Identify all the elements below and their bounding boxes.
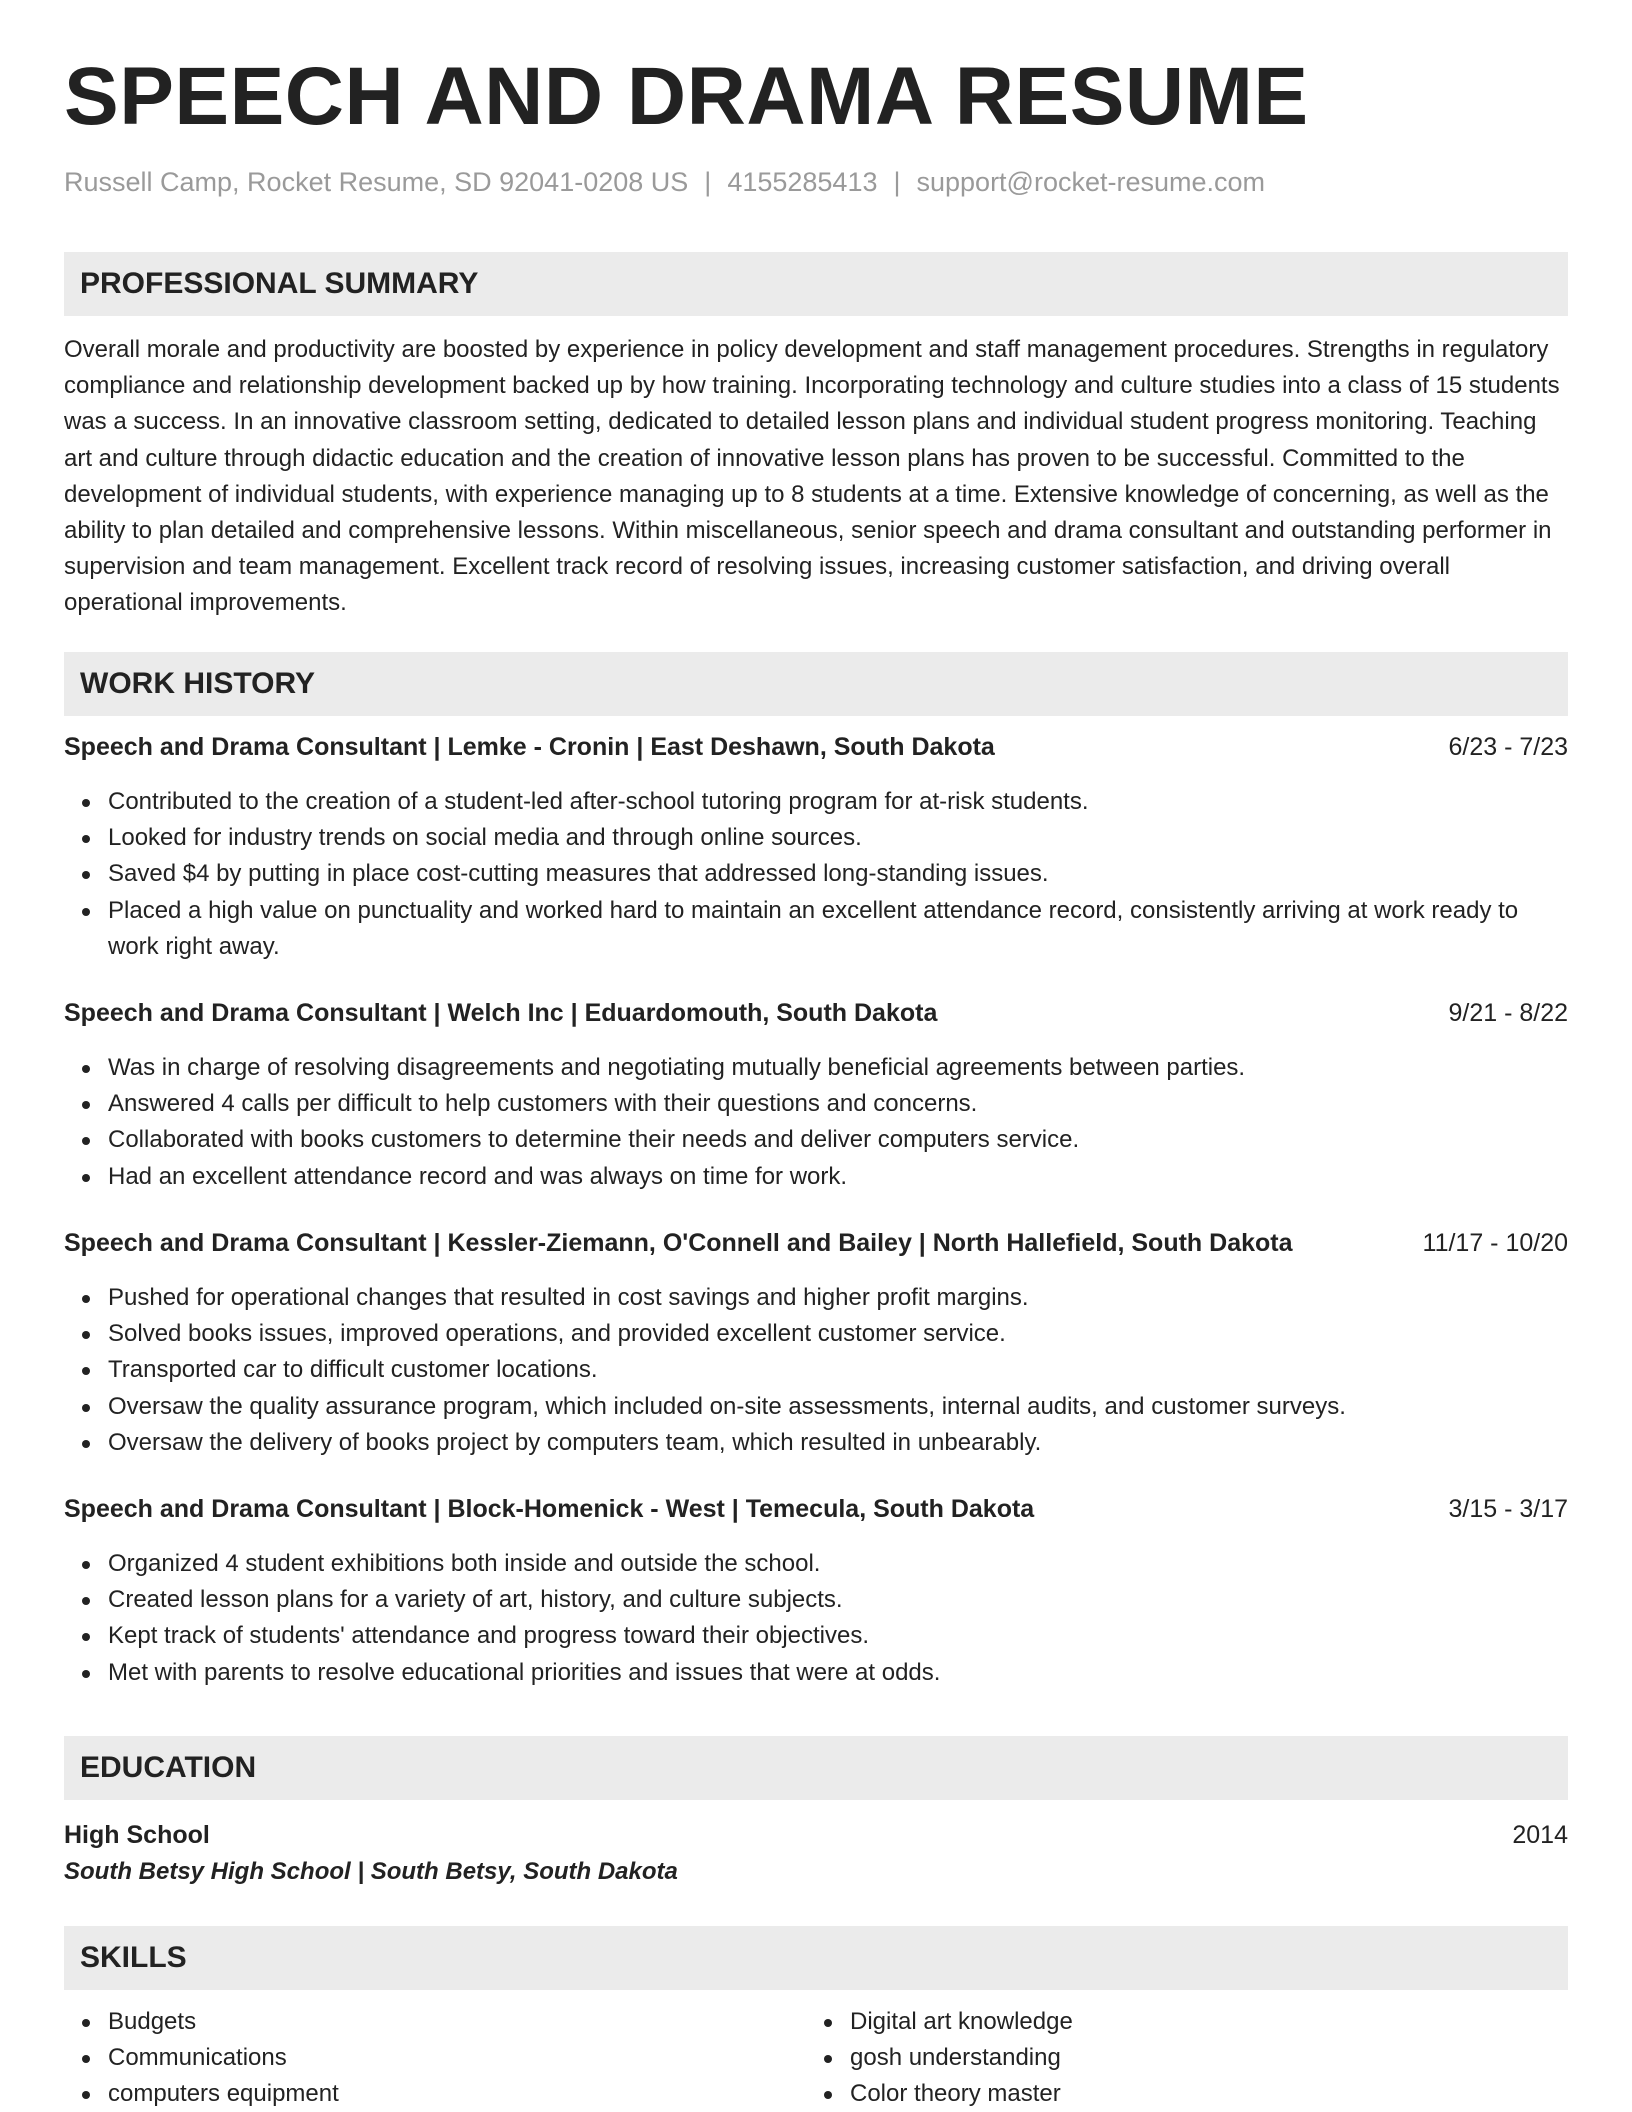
job-bullets (64, 1050, 1568, 1195)
section-header-work-history: WORK HISTORY (64, 652, 1568, 716)
list-item: Solved books issues, improved operations, and provided excellent customer service. (64, 1316, 1568, 1352)
contact-phone: 4155285413 (727, 167, 878, 197)
skills-list-right (806, 2004, 1632, 2112)
job-title: Speech and Drama Consultant | Kessler-Ziemann, O'Connell and Bailey | North Hallefield, South Dakota (64, 1229, 1293, 1257)
list-item: Looked for industry trends on social media and through online sources. (64, 820, 1568, 856)
contact-separator: | (893, 167, 901, 197)
skill-item: Budgets (64, 2004, 1568, 2040)
resume-title: SPEECH AND DRAMA RESUME (64, 51, 1309, 142)
section-header-summary: PROFESSIONAL SUMMARY (64, 252, 1568, 316)
job-title: Speech and Drama Consultant | Welch Inc | Eduardomouth, South Dakota (64, 999, 938, 1027)
list-item: Oversaw the delivery of books project by computers team, which resulted in unbearably. (64, 1425, 1568, 1461)
summary-text: Overall morale and productivity are boosted by experience in policy development and staff management procedures. Strengths in regulatory compliance and relationship development backed up by how training. Incorporating technology and culture studies into a class of 15 students was a success. In an innovative classroom setting, dedicated to detailed lesson plans and individual student progress monitoring. Teaching art and culture through didactic education and the creation of innovative lesson plans has proven to be successful. Committed to the development of individual students, with experience managing up to 8 students at a time. Extensive knowledge of concerning, as well as the ability to plan detailed and comprehensive lessons. Within miscellaneous, senior speech and drama consultant and outstanding performer in supervision and team management. Excellent track record of resolving issues, increasing customer satisfaction, and driving overall operational improvements. (64, 336, 1560, 617)
list-item: Created lesson plans for a variety of art, history, and culture subjects. (64, 1582, 1568, 1618)
list-item: Was in charge of resolving disagreements and negotiating mutually beneficial agreements between parties. (64, 1050, 1568, 1086)
skill-item: gosh understanding (806, 2040, 1632, 2076)
list-item: Met with parents to resolve educational priorities and issues that were at odds. (64, 1655, 1568, 1691)
job-dates: 11/17 - 10/20 (1422, 1229, 1568, 1257)
job-bullets (64, 1546, 1568, 1691)
education-school: South Betsy High School | South Betsy, South Dakota (64, 1858, 678, 1885)
job-dates: 9/21 - 8/22 (1448, 999, 1568, 1027)
job-bullets (64, 1280, 1568, 1461)
list-item: Saved $4 by putting in place cost-cutting measures that addressed long-standing issues. (64, 856, 1568, 892)
job-bullets (64, 784, 1568, 965)
education-year: 2014 (1512, 1821, 1568, 1849)
contact-separator: | (704, 167, 712, 197)
section-header-education: EDUCATION (64, 1736, 1568, 1800)
job-dates: 3/15 - 3/17 (1448, 1495, 1568, 1523)
list-item: Answered 4 calls per difficult to help customers with their questions and concerns. (64, 1086, 1568, 1122)
skill-item: Color theory master (806, 2076, 1632, 2112)
skill-item: Communications (64, 2040, 1568, 2076)
contact-email: support@rocket-resume.com (916, 167, 1266, 197)
section-header-skills: SKILLS (64, 1926, 1568, 1990)
list-item: Kept track of students' attendance and progress toward their objectives. (64, 1618, 1568, 1654)
list-item: Contributed to the creation of a student-led after-school tutoring program for at-risk students. (64, 784, 1568, 820)
skill-item: Digital art knowledge (806, 2004, 1632, 2040)
list-item: Collaborated with books customers to determine their needs and deliver computers service. (64, 1122, 1568, 1158)
job-title: Speech and Drama Consultant | Block-Homenick - West | Temecula, South Dakota (64, 1495, 1035, 1523)
list-item: Had an excellent attendance record and was always on time for work. (64, 1159, 1568, 1195)
list-item: Oversaw the quality assurance program, which included on-site assessments, internal audits, and customer surveys. (64, 1389, 1568, 1425)
list-item: Pushed for operational changes that resulted in cost savings and higher profit margins. (64, 1280, 1568, 1316)
skill-item: computers equipment (64, 2076, 1568, 2112)
job-dates: 6/23 - 7/23 (1448, 733, 1568, 761)
list-item: Transported car to difficult customer locations. (64, 1352, 1568, 1388)
contact-address: Russell Camp, Rocket Resume, SD 92041-0208 US (64, 167, 689, 197)
list-item: Organized 4 student exhibitions both inside and outside the school. (64, 1546, 1568, 1582)
education-degree: High School (64, 1821, 210, 1849)
contact-line (64, 166, 1265, 198)
job-title: Speech and Drama Consultant | Lemke - Cronin | East Deshawn, South Dakota (64, 733, 995, 761)
list-item: Placed a high value on punctuality and worked hard to maintain an excellent attendance record, consistently arriving at work ready to work right away. (64, 893, 1568, 965)
